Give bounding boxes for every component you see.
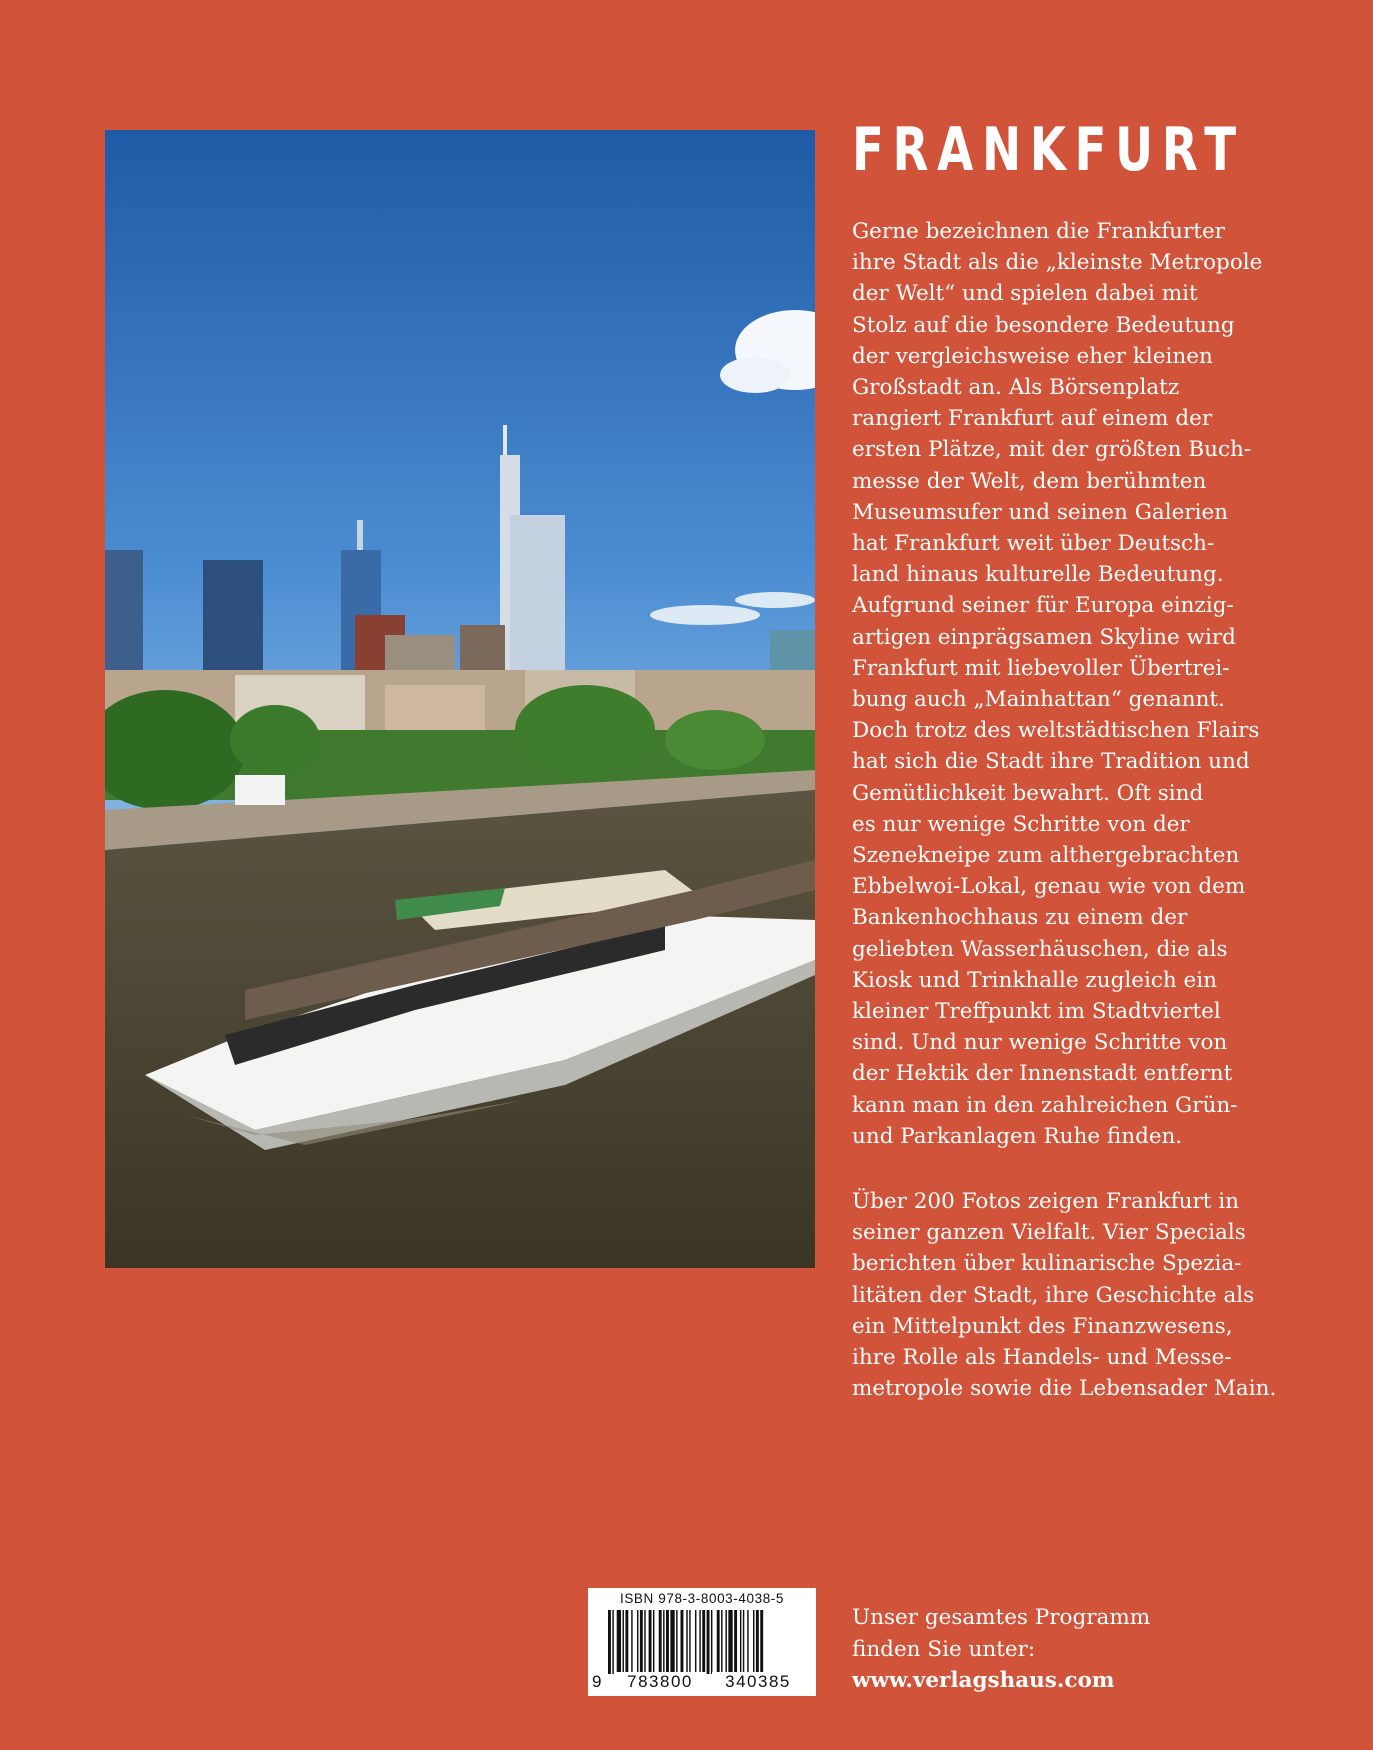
- barcode-bar: [711, 1610, 712, 1674]
- text-line: kleiner Treffpunkt im Stadtviertel: [852, 999, 1221, 1025]
- barcode-bar: [702, 1610, 705, 1674]
- barcode-bar: [676, 1610, 677, 1674]
- text-line: Bankenhochhaus zu einem der: [852, 905, 1188, 931]
- text-line: metropole sowie die Lebensader Main.: [852, 1376, 1277, 1402]
- barcode-bar: [663, 1610, 664, 1674]
- barcode-digits-left: 783800: [614, 1672, 706, 1692]
- book-title: FRANKFURT: [852, 115, 1245, 185]
- text-line: ihre Stadt als die „kleinste Metropole: [852, 250, 1263, 276]
- features-paragraph: [852, 1186, 1322, 1404]
- cover-photo: [105, 130, 815, 1268]
- text-line: seiner ganzen Vielfalt. Vier Specials: [852, 1220, 1246, 1246]
- text-line: geliebten Wasserhäuschen, die als: [852, 936, 1228, 962]
- text-line: berichten über kulinarische Spezia-: [852, 1251, 1242, 1277]
- text-line: Museumsufer und seinen Galerien: [852, 499, 1229, 525]
- barcode-bar: [756, 1610, 759, 1674]
- publisher-url-link[interactable]: www.verlagshaus.com: [852, 1668, 1115, 1693]
- text-line: und Parkanlagen Ruhe finden.: [852, 1123, 1183, 1149]
- barcode-bar: [734, 1610, 737, 1674]
- text-line: Gemütlichkeit bewahrt. Oft sind: [852, 780, 1204, 806]
- barcode-bar: [699, 1610, 700, 1674]
- barcode-bar: [743, 1610, 744, 1674]
- text-line: der Welt“ und spielen dabei mit: [852, 281, 1198, 307]
- text-line: ein Mittelpunkt des Finanzwesens,: [852, 1313, 1233, 1339]
- text-line: Kiosk und Trinkhalle zugleich ein: [852, 967, 1217, 993]
- isbn-label: ISBN 978-3-8003-4038-5: [619, 1591, 785, 1606]
- barcode-bar: [653, 1610, 654, 1674]
- text-line: Aufgrund seiner für Europa einzig-: [852, 593, 1234, 619]
- text-line: messe der Welt, dem berühmten: [852, 468, 1207, 494]
- text-line: der Hektik der Innenstadt entfernt: [852, 1061, 1233, 1087]
- text-line: Szenekneipe zum althergebrachten: [852, 843, 1240, 869]
- barcode-bar: [623, 1610, 624, 1674]
- barcode-bar: [740, 1610, 741, 1674]
- text-line: artigen einprägsamen Skyline wird: [852, 624, 1236, 650]
- frankfurt-skyline-boat-photo: [105, 130, 815, 1268]
- barcode-bar: [666, 1610, 669, 1674]
- text-line: ihre Rolle als Handels- und Messe-: [852, 1345, 1232, 1371]
- isbn-barcode: [588, 1588, 816, 1696]
- barcode-bar: [637, 1610, 638, 1674]
- footer-line: finden Sie unter:: [852, 1636, 1036, 1662]
- text-line: sind. Und nur wenige Schritte von: [852, 1030, 1228, 1056]
- text-line: Doch trotz des weltstädtischen Flairs: [852, 718, 1260, 744]
- barcode-bar: [640, 1610, 643, 1674]
- text-line: land hinaus kulturelle Bedeutung.: [852, 562, 1224, 588]
- barcode-bar: [747, 1610, 748, 1674]
- barcode-bar: [612, 1610, 613, 1674]
- barcode-bar: [686, 1610, 687, 1674]
- description-paragraph: [852, 216, 1322, 1152]
- barcode-bar: [649, 1610, 652, 1674]
- text-line: Frankfurt mit liebevoller Übertrei-: [852, 655, 1230, 681]
- barcode-bar: [644, 1610, 645, 1674]
- barcode-bar: [617, 1610, 621, 1674]
- text-line: Großstadt an. Als Börsenplatz: [852, 375, 1180, 401]
- barcode-bar: [753, 1610, 754, 1674]
- barcode-bar: [608, 1610, 611, 1674]
- text-line: der vergleichsweise eher kleinen: [852, 343, 1213, 369]
- barcode-digits-right: 340385: [712, 1672, 804, 1692]
- text-line: kann man in den zahlreichen Grün-: [852, 1092, 1238, 1118]
- barcode-bar: [760, 1610, 763, 1674]
- barcode-bar: [725, 1610, 726, 1674]
- text-line: ersten Plätze, mit der größten Buch-: [852, 437, 1252, 463]
- text-line: litäten der Stadt, ihre Geschichte als: [852, 1282, 1255, 1308]
- text-line: Über 200 Fotos zeigen Frankfurt in: [852, 1189, 1239, 1214]
- barcode-bar: [670, 1610, 674, 1674]
- text-line: rangiert Frankfurt auf einem der: [852, 406, 1213, 432]
- text-line: Gerne bezeichnen die Frankfurter: [852, 219, 1225, 244]
- text-line: hat sich die Stadt ihre Tradition und: [852, 749, 1250, 775]
- barcode-bar: [695, 1610, 696, 1674]
- barcode-bar: [707, 1610, 710, 1674]
- publisher-footer: [852, 1602, 1332, 1697]
- barcode-digit-first: 9: [592, 1672, 602, 1691]
- barcode-bar: [721, 1610, 722, 1674]
- text-line: es nur wenige Schritte von der: [852, 811, 1190, 837]
- text-line: Ebbelwoi-Lokal, genau wie von dem: [852, 874, 1246, 900]
- barcode-bar: [681, 1610, 684, 1674]
- barcode-bar: [689, 1610, 690, 1674]
- text-line: bung auch „Mainhattan“ genannt.: [852, 687, 1225, 713]
- text-line: Stolz auf die besondere Bedeutung: [852, 312, 1235, 338]
- barcode-bar: [625, 1610, 628, 1674]
- footer-line: Unser gesamtes Programm: [852, 1605, 1151, 1630]
- barcode-bar: [631, 1610, 632, 1674]
- barcode-bar: [717, 1610, 720, 1674]
- text-line: hat Frankfurt weit über Deutsch-: [852, 531, 1215, 557]
- barcode-bar: [659, 1610, 662, 1674]
- barcode-bar: [728, 1610, 732, 1674]
